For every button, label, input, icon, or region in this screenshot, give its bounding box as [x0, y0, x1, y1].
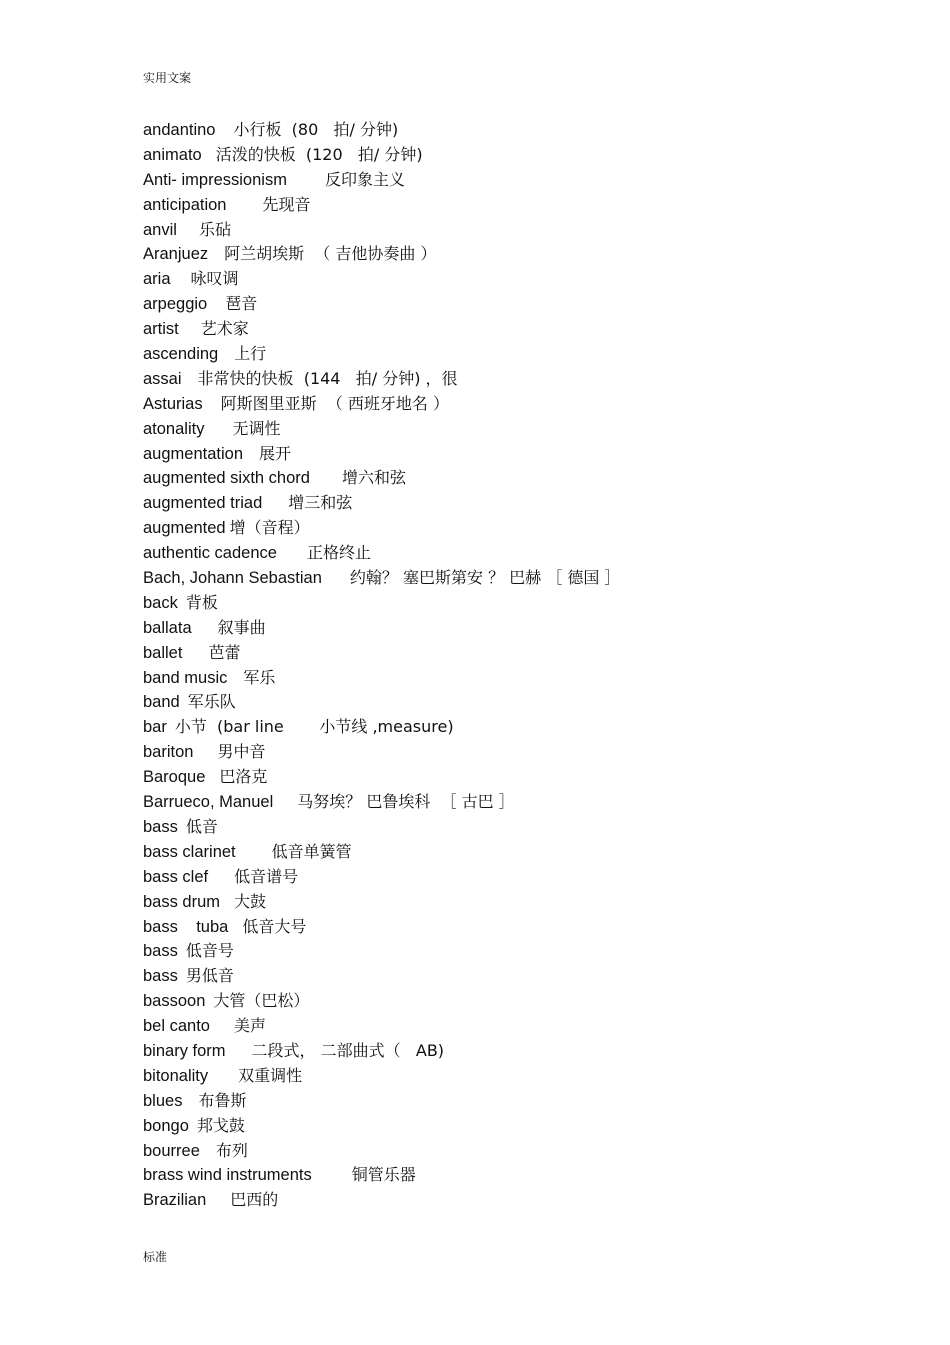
entry-term: Barrueco, Manuel: [143, 793, 274, 812]
glossary-entry: [143, 591, 863, 616]
entry-gloss: 无调性: [232, 418, 281, 438]
entry-term: augmented sixth chord: [143, 469, 310, 488]
glossary-entry: [143, 292, 863, 317]
glossary-entry: [143, 566, 863, 591]
entry-gloss: 非常快的快板 (144 拍/ 分钟) ，很: [197, 368, 458, 388]
entry-term: augmented: [143, 519, 226, 538]
entry-gloss: 军乐队: [187, 692, 236, 712]
entry-gloss: 巴洛克: [219, 767, 268, 787]
entry-gloss: 低音大号: [242, 916, 307, 936]
glossary-entry: [143, 1064, 863, 1089]
entry-term: bass tuba: [143, 917, 229, 936]
entry-gloss: 大鼓: [234, 891, 267, 911]
entry-term: authentic cadence: [143, 544, 277, 563]
glossary-entry: [143, 417, 863, 442]
glossary-entry: [143, 1089, 863, 1114]
glossary-entry: [143, 964, 863, 989]
entry-term: bass clef: [143, 867, 209, 886]
entry-term: bass drum: [143, 892, 221, 911]
entry-gloss: 增三和弦: [288, 493, 353, 513]
entry-term: Aranjuez: [143, 245, 209, 264]
glossary-entry: [143, 1163, 863, 1188]
entry-gloss: 小节 (bar line 小节线 ,measure): [174, 717, 454, 737]
entry-term: augmentation: [143, 444, 243, 463]
entry-term: band: [143, 693, 180, 712]
glossary-entry: [143, 392, 863, 417]
entry-term: binary form: [143, 1041, 226, 1060]
glossary-entry: [143, 367, 863, 392]
entry-gloss: 琶音: [225, 294, 258, 314]
entry-gloss: 活泼的快板 (120 拍/ 分钟): [215, 144, 423, 164]
glossary-entry: [143, 317, 863, 342]
glossary-entry: [143, 1139, 863, 1164]
entry-gloss: 反印象主义: [324, 169, 405, 189]
entry-gloss: 艺术家: [200, 319, 249, 339]
entry-gloss: 美声: [233, 1016, 266, 1036]
page-footer-label: 标准: [143, 1250, 168, 1264]
entry-gloss: 上行: [234, 344, 267, 364]
glossary-entry: [143, 790, 863, 815]
glossary-entry: [143, 218, 863, 243]
glossary-entry: [143, 168, 863, 193]
glossary-entry: [143, 666, 863, 691]
glossary-entry: [143, 1014, 863, 1039]
entry-gloss: 展开: [259, 443, 292, 463]
glossary-entry: [143, 1039, 863, 1064]
entry-gloss: 大管（巴松）: [213, 991, 310, 1011]
entry-term: arpeggio: [143, 295, 208, 314]
glossary-entry: [143, 516, 863, 541]
entry-gloss: 男中音: [217, 742, 266, 762]
glossary-entry: [143, 740, 863, 765]
glossary-entry: [143, 1114, 863, 1139]
entry-term: Brazilian: [143, 1191, 207, 1210]
glossary-entry: [143, 765, 863, 790]
glossary-entry: [143, 815, 863, 840]
entry-gloss: 低音谱号: [234, 866, 299, 886]
entry-gloss: 阿斯图里亚斯 （ 西班牙地名 ）: [220, 393, 449, 413]
entry-term: assai: [143, 369, 182, 388]
entry-gloss: 正格终止: [306, 543, 371, 563]
entry-gloss: 芭蕾: [208, 642, 241, 662]
glossary-entry: [143, 466, 863, 491]
entry-gloss: 布列: [215, 1140, 248, 1160]
entry-term: Anti- impressionism: [143, 170, 287, 189]
glossary-entry: [143, 118, 863, 143]
entry-gloss: 阿兰胡埃斯 （ 吉他协奏曲 ）: [224, 244, 437, 264]
entry-gloss: 邦戈鼓: [196, 1115, 245, 1135]
glossary-entry: [143, 641, 863, 666]
entry-gloss: 二段式， 二部曲式（ AB): [251, 1040, 445, 1060]
entry-term: artist: [143, 320, 179, 339]
entry-gloss: 马努埃？ 巴鲁埃科 ［ 古巴 ］: [297, 792, 515, 812]
entry-term: bitonality: [143, 1066, 209, 1085]
entry-gloss: 背板: [185, 592, 218, 612]
entry-gloss: 增（音程）: [229, 518, 310, 538]
entry-term: bariton: [143, 743, 194, 762]
glossary-entry: [143, 989, 863, 1014]
entry-gloss: 低音单簧管: [271, 841, 352, 861]
glossary-entry: [143, 242, 863, 267]
glossary-entry: [143, 715, 863, 740]
entry-term: Baroque: [143, 768, 206, 787]
entry-term: bass clarinet: [143, 842, 236, 861]
entry-gloss: 先现音: [262, 194, 311, 214]
entry-term: ballet: [143, 643, 183, 662]
entry-term: bassoon: [143, 992, 206, 1011]
entry-term: band music: [143, 668, 228, 687]
entry-term: animato: [143, 145, 202, 164]
glossary-entry: [143, 267, 863, 292]
entry-term: bourree: [143, 1141, 200, 1160]
entry-gloss: 乐砧: [198, 219, 231, 239]
glossary-list: [143, 118, 863, 1213]
glossary-entry: [143, 865, 863, 890]
glossary-entry: [143, 491, 863, 516]
entry-term: andantino: [143, 121, 216, 139]
entry-gloss: 低音号: [185, 941, 234, 961]
glossary-entry: [143, 442, 863, 467]
entry-gloss: 约翰？ 塞巴斯第安 ？ 巴赫 ［ 德国 ］: [349, 568, 621, 588]
entry-gloss: 小行板 (80 拍/ 分钟): [233, 120, 399, 139]
entry-gloss: 巴西的: [230, 1190, 279, 1210]
entry-term: anvil: [143, 220, 177, 239]
glossary-entry: [143, 193, 863, 218]
glossary-entry: [143, 840, 863, 865]
entry-gloss: 布鲁斯: [198, 1090, 247, 1110]
entry-term: aria: [143, 270, 171, 289]
entry-term: bar: [143, 718, 167, 737]
entry-gloss: 咏叹调: [190, 269, 239, 289]
entry-gloss: 军乐: [243, 667, 276, 687]
entry-term: bass: [143, 942, 178, 961]
entry-term: bass: [143, 817, 178, 836]
entry-term: Asturias: [143, 394, 203, 413]
glossary-entry: [143, 915, 863, 940]
entry-gloss: 男低音: [185, 966, 234, 986]
entry-gloss: 低音: [185, 816, 218, 836]
glossary-entry: [143, 616, 863, 641]
entry-gloss: 双重调性: [238, 1065, 303, 1085]
glossary-entry: [143, 541, 863, 566]
entry-term: ascending: [143, 345, 219, 364]
glossary-entry: [143, 143, 863, 168]
entry-term: bongo: [143, 1116, 189, 1135]
entry-term: back: [143, 593, 178, 612]
entry-term: Bach, Johann Sebastian: [143, 569, 322, 588]
entry-term: augmented triad: [143, 494, 263, 513]
entry-gloss: 增六和弦: [341, 468, 406, 488]
entry-term: brass wind instruments: [143, 1166, 312, 1185]
glossary-entry: [143, 342, 863, 367]
entry-term: blues: [143, 1091, 183, 1110]
glossary-entry: [143, 939, 863, 964]
entry-term: bel canto: [143, 1017, 210, 1036]
glossary-entry: [143, 1188, 863, 1213]
glossary-entry: [143, 690, 863, 715]
entry-gloss: 铜管乐器: [351, 1165, 416, 1185]
entry-term: ballata: [143, 618, 192, 637]
page-header-label: 实用文案: [143, 71, 192, 85]
entry-term: bass: [143, 967, 178, 986]
entry-gloss: 叙事曲: [217, 617, 266, 637]
glossary-entry: [143, 890, 863, 915]
entry-term: atonality: [143, 419, 205, 438]
entry-term: anticipation: [143, 195, 227, 214]
